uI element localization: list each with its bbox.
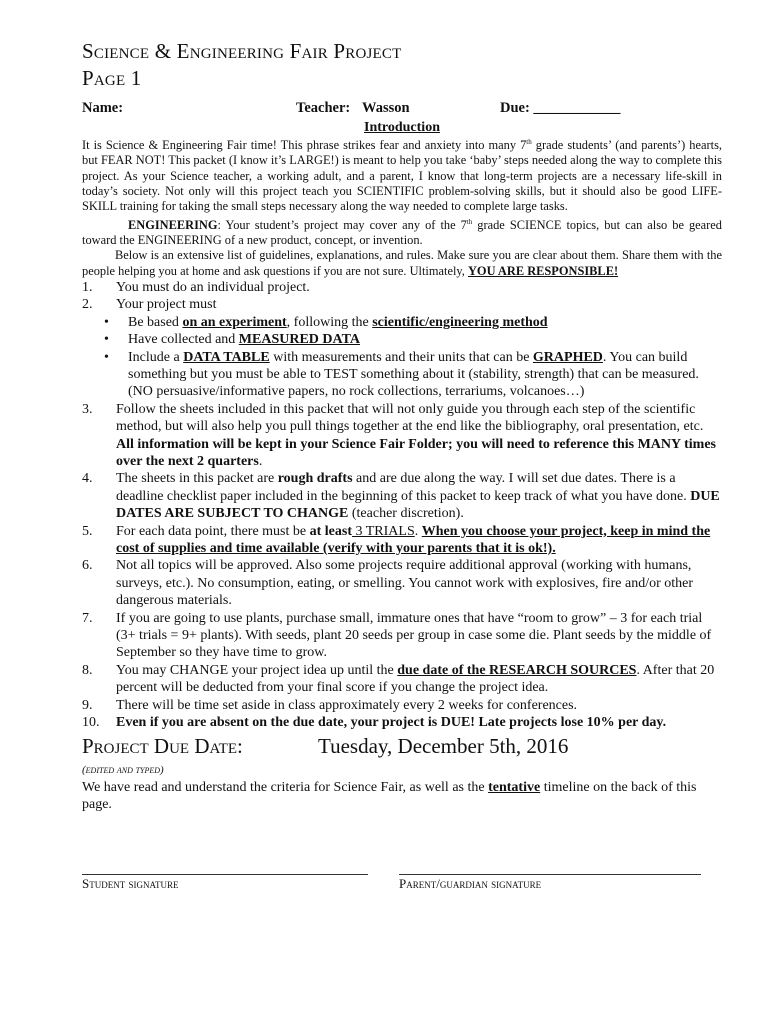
- student-signature-line[interactable]: [82, 874, 368, 875]
- header-row: [82, 100, 722, 120]
- rule-3: 3. Follow the sheets included in this packet that will not only guide you through each step of the scientific method, but will also help you pull things together at the end like the bibliography, oral presentation, etc. All information will be kept in your Science Fair Folder; you will need to reference this MANY times over the next 2 quarters.: [82, 401, 716, 469]
- title-line-1: Science & Engineering Fair Project: [82, 39, 402, 63]
- student-signature-label: Student signature: [82, 876, 179, 891]
- name-label: Name:: [82, 100, 124, 116]
- rule-2: 2. Your project must • Be based on an experiment, following the scientific/engineering method • Have collected and MEASURED DATA • Include a DATA TABLE with measurements and their units that can be GRAPHED. You can build something but you must be able to TEST something about it (stability, strength) that can be measured. (NO persuasive/informative papers, no rock collections, terrariums, volcanoes…): [82, 296, 722, 400]
- intro-heading: Introduction: [364, 120, 440, 135]
- rules-list: [82, 279, 722, 732]
- rule-7: 7. If you are going to use plants, purchase small, immature ones that have “room to grow” – 3 for each trial (3+ trials = 9+ plants). With seeds, plant 20 seeds per group in case some die. Plant seeds by the middle of September so they have time to grow.: [82, 610, 712, 661]
- edited-note: (edited and typed): [82, 764, 164, 777]
- teacher-value: Wasson: [362, 100, 410, 116]
- rule-2-bullet-3: • Include a DATA TABLE with measurements and their units that can be GRAPHED. You can build something but you must be able to TEST something about it (stability, strength) that can be measured. (NO persuasive/informative papers, no rock collections, terrariums, volcanoes…): [104, 349, 699, 400]
- project-due-date: [82, 733, 722, 759]
- intro-paragraph-1: It is Science & Engineering Fair time! This phrase strikes fear and anxiety into many 7th grade students’ (and parents’) hearts, but FEAR NOT! This packet (I know it’s LARGE!) is meant to help you take ‘baby’ steps needed along the way to complete this project. As your Science teacher, a working adult, and a parent, I know that long-term projects are a necessary life-skill in today’s society. Not only will this project teach you SCIENTIFIC problem-solving skills, but it should also be good LIFE-SKILL training for taking the small steps necessary along the way needed to complete large tasks.: [82, 138, 722, 214]
- intro-paragraph-2: ENGINEERING: Your student’s project may cover any of the 7th grade SCIENCE topics, but can also be geared toward the ENGINEERING of a new product, concept, or invention.: [82, 217, 723, 248]
- rule-2-bullet-2: • Have collected and MEASURED DATA: [104, 332, 360, 348]
- document-page: [82, 38, 722, 813]
- parent-signature-line[interactable]: [399, 874, 701, 875]
- rule-10: 10. Even if you are absent on the due date, your project is DUE! Late projects lose 10% per day.: [82, 715, 667, 731]
- parent-signature-label: Parent/guardian signature: [399, 876, 542, 891]
- intro-paragraph-3: Below is an extensive list of guidelines, explanations, and rules. Make sure you are clear about them. Share them with the people helping you at home and ask questions if you are not sure. Ultimately, YOU ARE RESPONSIBLE!: [82, 248, 722, 278]
- document-title: [82, 38, 722, 92]
- rule-8: 8. You may CHANGE your project idea up until the due date of the RESEARCH SOURCES. After that 20 percent will be deducted from your final score if you change the project idea.: [82, 662, 715, 696]
- rule-2-bullets: [104, 314, 722, 401]
- agreement-text: We have read and understand the criteria for Science Fair, as well as the tentative timeline on the back of this page.: [82, 780, 697, 813]
- rule-6: 6. Not all topics will be approved. Also some projects require additional approval (working with humans, surveys, etc.). No consumption, eating, or smelling. You cannot work with explosives, fire and/or other dangerous materials.: [82, 558, 694, 609]
- due-label: Due: ____________: [500, 100, 621, 116]
- teacher-label: Teacher:: [296, 100, 351, 116]
- due-date-label: Project Due Date:: [82, 734, 243, 759]
- rule-2-bullet-1: • Be based on an experiment, following the scientific/engineering method: [104, 314, 548, 330]
- rule-4: 4. The sheets in this packet are rough drafts and are due along the way. I will set due dates. There is a deadline checklist paper included in the beginning of this packet to keep track of what you have done. DUE DATES ARE SUBJECT TO CHANGE (teacher discretion).: [82, 471, 720, 522]
- rule-9: 9. There will be time set aside in class approximately every 2 weeks for conferences.: [82, 697, 578, 713]
- title-line-2: Page 1: [82, 66, 142, 90]
- rule-5: 5. For each data point, there must be at least 3 TRIALS. When you choose your project, keep in mind the cost of supplies and time available (verify with your parents that it is ok!).: [82, 523, 711, 557]
- due-date-value: Tuesday, December 5th, 2016: [318, 734, 569, 759]
- rule-1: 1. You must do an individual project.: [82, 279, 310, 295]
